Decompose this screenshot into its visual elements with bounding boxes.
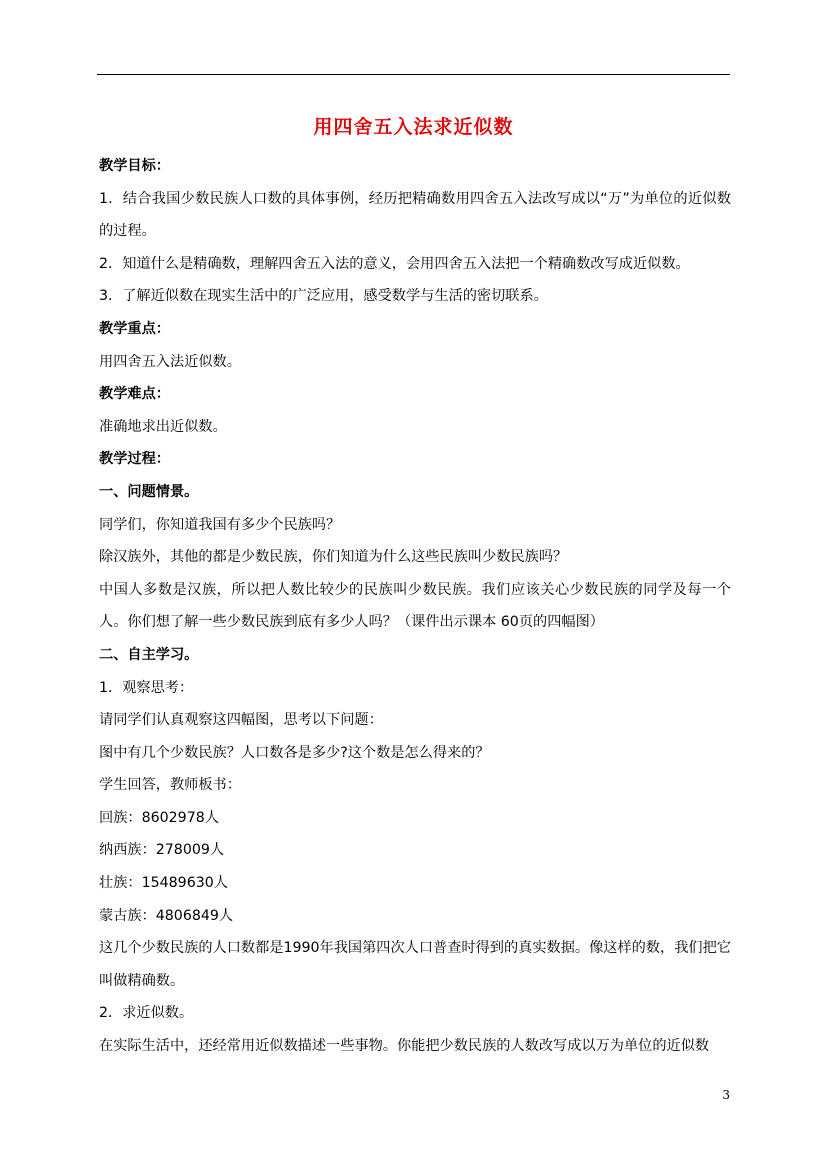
page-number: 3	[722, 1088, 730, 1102]
paragraph: 中国人多数是汉族，所以把人数比较少的民族叫少数民族。我们应该关心少数民族的同学及每一个人。你们想了解一些少数民族到底有多少人吗？（课件出示课本 60页的四幅图）	[99, 581, 731, 631]
paragraph: 图中有几个少数民族？人口数各是多少?这个数是怎么得来的？	[99, 744, 490, 761]
goal-item-2: 2．知道什么是精确数，理解四舍五入法的意义，会用四舍五入法把一个精确数改写成近似数。	[99, 255, 690, 272]
goal-item-3: 3．了解近似数在现实生活中的广泛应用，感受数学与生活的密切联系。	[99, 288, 548, 305]
page-title: 用四舍五入法求近似数	[313, 116, 514, 138]
population-item: 壮族：15489630人	[99, 875, 228, 892]
paragraph: 请同学们认真观察这四幅图，思考以下问题：	[99, 712, 383, 729]
population-item: 蒙古族：4806849人	[99, 907, 234, 924]
paragraph: 学生回答，教师板书：	[99, 777, 241, 794]
section-heading-difficulty: 教学难点：	[99, 386, 170, 403]
population-item: 回族：8602978人	[99, 809, 219, 826]
paragraph: 1．观察思考：	[99, 679, 194, 696]
document-body	[99, 150, 731, 1063]
subsection-heading-situation: 一、问题情景。	[99, 483, 199, 500]
difficulty-text: 准确地求出近似数。	[99, 418, 227, 435]
paragraph: 同学们，你知道我国有多少个民族吗？	[99, 516, 341, 533]
subsection-heading-self-study: 二、自主学习。	[99, 646, 199, 663]
paragraph: 这几个少数民族的人口数都是1990年我国第四次人口普查时得到的真实数据。像这样的数，我们把它叫做精确数。	[99, 940, 731, 989]
paragraph: 在实际生活中，还经常用近似数描述一些事物。你能把少数民族的人数改写成以万为单位的近似数	[99, 1038, 710, 1055]
header-rule	[97, 74, 730, 75]
population-item: 纳西族：278009人	[99, 842, 225, 859]
goal-item-1: 1．结合我国少数民族人口数的具体事例，经历把精确数用四舍五入法改写成以“万”为单位的近似数的过程。	[99, 190, 731, 240]
key-point-text: 用四舍五入法近似数。	[99, 353, 241, 370]
section-heading-process: 教学过程：	[99, 451, 170, 468]
paragraph: 2．求近似数。	[99, 1005, 194, 1022]
section-heading-goals: 教学目标：	[99, 158, 170, 174]
section-heading-key-points: 教学重点：	[99, 320, 170, 337]
paragraph: 除汉族外，其他的都是少数民族，你们知道为什么这些民族叫少数民族吗？	[99, 549, 568, 566]
